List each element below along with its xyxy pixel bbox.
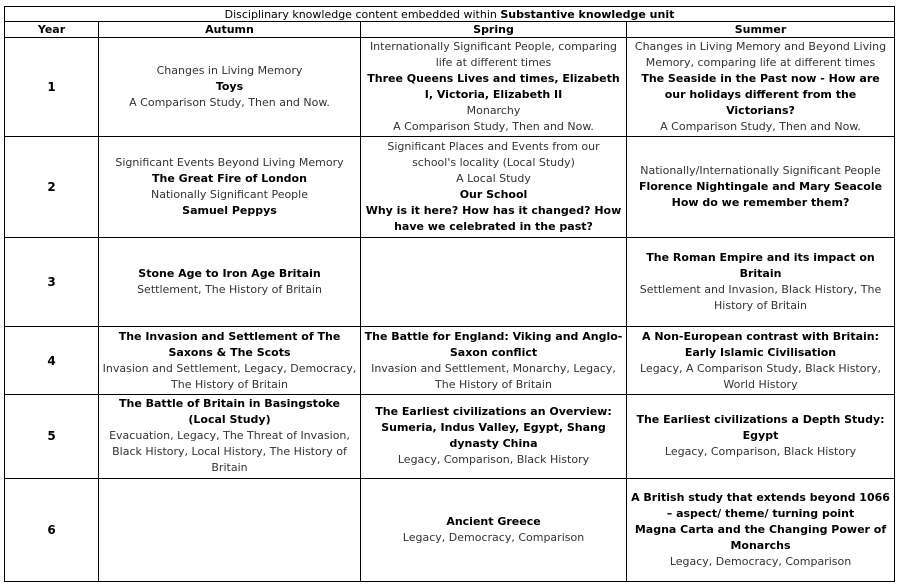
unit-detail: Legacy, Comparison, Black History [397,453,590,467]
autumn-cell [99,238,361,327]
year-cell: 1 [5,38,99,137]
unit-detail: Invasion and Settlement, Monarchy, Legacy, The History of Britain [371,361,616,391]
unit-detail: Settlement and Invasion, Black History, The History of Britain [639,283,882,313]
unit-detail: Legacy, A Comparison Study, Black History, World History [640,361,881,391]
unit-detail: Significant Places and Events from our school's locality (Local Study) [387,140,600,170]
unit-title: Stone Age to Iron Age Britain [138,267,321,281]
year-cell: 2 [5,137,99,238]
summer-cell [627,394,895,478]
header-year: Year [5,22,99,38]
unit-title: The Invasion and Settlement of The Saxons & The Scots [118,329,341,359]
table-row [5,238,895,327]
unit-title: The Great Fire of London [152,172,307,186]
unit-title: How do we remember them? [671,196,850,210]
unit-detail: Monarchy [466,104,521,118]
spring-cell [361,327,627,395]
unit-title: Why is it here? How has it changed? How have we celebrated in the past? [365,204,622,234]
unit-title: A Non-European contrast with Britain: Early Islamic Civilisation [642,329,880,359]
unit-title: The Seaside in the Past now - How are our holidays different from the Victorians? [641,72,880,118]
year-cell: 3 [5,238,99,327]
header-spring: Spring [361,22,627,38]
unit-title: The Earliest civilizations an Overview: Sumeria, Indus Valley, Egypt, Shang dynasty China [375,405,612,451]
year-cell: 5 [5,394,99,478]
unit-detail: Legacy, Democracy, Comparison [402,530,585,544]
table-caption [5,7,895,22]
table-row [5,38,895,137]
unit-title: Ancient Greece [446,514,541,528]
caption-bold: Substantive knowledge unit [500,7,675,21]
summer-cell [627,238,895,327]
table-row [5,327,895,395]
table-row [5,394,895,478]
table-body [5,38,895,582]
header-autumn: Autumn [99,22,361,38]
autumn-cell [99,478,361,581]
unit-detail: A Comparison Study, Then and Now. [129,96,330,110]
unit-detail: A Comparison Study, Then and Now. [660,120,861,134]
unit-detail: Invasion and Settlement, Legacy, Democracy, The History of Britain [102,361,357,391]
spring-cell [361,38,627,137]
spring-cell [361,394,627,478]
header-row [5,22,895,38]
unit-title: A British study that extends beyond 1066 – aspect/ theme/ turning point [631,490,890,520]
unit-detail: Legacy, Comparison, Black History [664,445,857,459]
unit-title: The Battle of Britain in Basingstoke (Local Study) [119,397,340,427]
spring-cell [361,137,627,238]
unit-detail: A Local Study [456,172,531,186]
unit-detail: Changes in Living Memory [156,64,303,78]
unit-title: Magna Carta and the Changing Power of Monarchs [634,522,887,552]
summer-cell [627,478,895,581]
autumn-cell [99,327,361,395]
unit-detail: Nationally Significant People [151,188,308,202]
unit-title: Toys [215,80,244,94]
year-cell: 4 [5,327,99,395]
unit-title: The Roman Empire and its impact on Britain [646,251,875,281]
autumn-cell [99,38,361,137]
unit-title: Florence Nightingale and Mary Seacole [638,180,883,194]
header-summer: Summer [627,22,895,38]
year-cell: 6 [5,478,99,581]
unit-title: Samuel Peppys [182,204,277,218]
unit-detail: Nationally/Internationally Significant People [640,164,881,178]
spring-cell [361,478,627,581]
unit-detail: Changes in Living Memory and Beyond Living Memory, comparing life at different times [634,40,887,70]
unit-detail: A Comparison Study, Then and Now. [393,120,594,134]
unit-title: The Earliest civilizations a Depth Study: Egypt [636,413,885,443]
summer-cell [627,327,895,395]
summer-cell [627,38,895,137]
table-row [5,478,895,581]
unit-detail: Legacy, Democracy, Comparison [669,554,852,568]
unit-title: Our School [459,188,528,202]
unit-title: Three Queens Lives and times, Elizabeth I, Victoria, Elizabeth II [367,72,620,102]
unit-detail: Internationally Significant People, comparing life at different times [369,40,618,70]
autumn-cell [99,137,361,238]
table-row [5,137,895,238]
unit-detail: Settlement, The History of Britain [137,283,322,297]
spring-cell [361,238,627,327]
unit-title: The Battle for England: Viking and Anglo-Saxon conflict [364,329,623,359]
unit-detail: Evacuation, Legacy, The Threat of Invasion, Black History, Local History, The History of Britain [109,429,350,475]
curriculum-table [4,6,895,582]
caption-prefix: Disciplinary knowledge content embedded within [224,7,501,21]
unit-detail: Significant Events Beyond Living Memory [115,156,344,170]
summer-cell [627,137,895,238]
autumn-cell [99,394,361,478]
